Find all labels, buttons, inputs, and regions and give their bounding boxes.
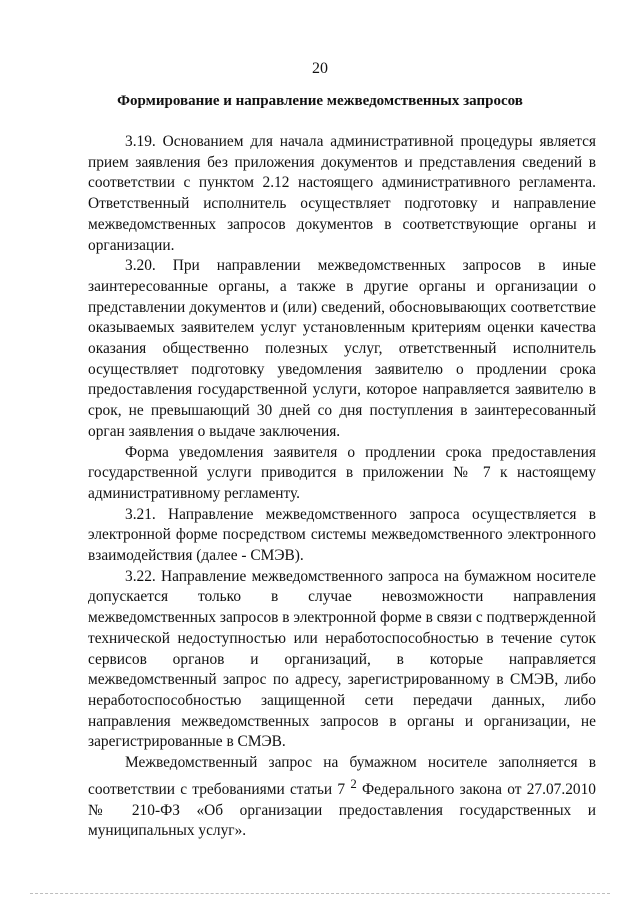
document-body [88,132,596,842]
paragraph-3-19: 3.19. Основанием для начала административной процедуры является прием заявления без приложения документов и представления сведений в соответствии с пунктом 2.12 настоящего административного регламента. Ответственный исполнитель осуществляет подготовку и направление межведомственных запросов документов в соответствующие органы и организации. [88,133,596,254]
paragraph-notice-form: Форма уведомления заявителя о продлении срока предоставления государственной услуги приводится в приложении № 7 к настоящему административному регламенту. [88,443,596,502]
footer-divider [30,893,610,894]
paragraph-paper-request [88,753,596,842]
paragraph-paper-request-text: Межведомственный запрос на бумажном носителе заполняется в соответствии с требованиями статьи 7 [88,754,596,798]
paragraph-paper-request-law: Федерального закона от 27.07.2010 № 210-ФЗ «Об организации предоставления государственных и муниципальных услуг». [88,780,596,840]
section-heading: Формирование и направление межведомственных запросов [117,93,523,109]
article-superscript: 2 [350,776,357,791]
paragraph-3-20: 3.20. При направлении межведомственных запросов в иные заинтересованные органы, а также в другие органы и организации о представлении документов и (или) сведений, обосновывающих соответствие оказываемых заявителем услуг установленным критериям оценки качества оказания общественно полезных услуг, ответственный исполнитель осуществляет подготовку уведомления заявителю о продлении срока предоставления государственной услуги, которое направляется заявителю в срок, не превышающий 30 дней со дня поступления в заинтересованный орган заявления о выдаче заключения. [88,257,596,440]
paragraph-3-22: 3.22. Направление межведомственного запроса на бумажном носителе допускается только в случае невозможности направления межведомственных запросов в электронной форме в связи с подтвержденной технической недоступностью или неработоспособностью в течение суток сервисов органов и организаций, в которые направляется межведомственный запрос по адресу, зарегистрированному в СМЭВ, либо неработоспособностью защищенной сети передачи данных, либо направления межведомственных запросов в органы и организации, не зарегистрированные в СМЭВ. [88,567,596,751]
page-number: 20 [312,60,328,77]
paragraph-3-21: 3.21. Направление межведомственного запроса осуществляется в электронной форме посредством системы межведомственного электронного взаимодействия (далее - СМЭВ). [88,505,596,565]
